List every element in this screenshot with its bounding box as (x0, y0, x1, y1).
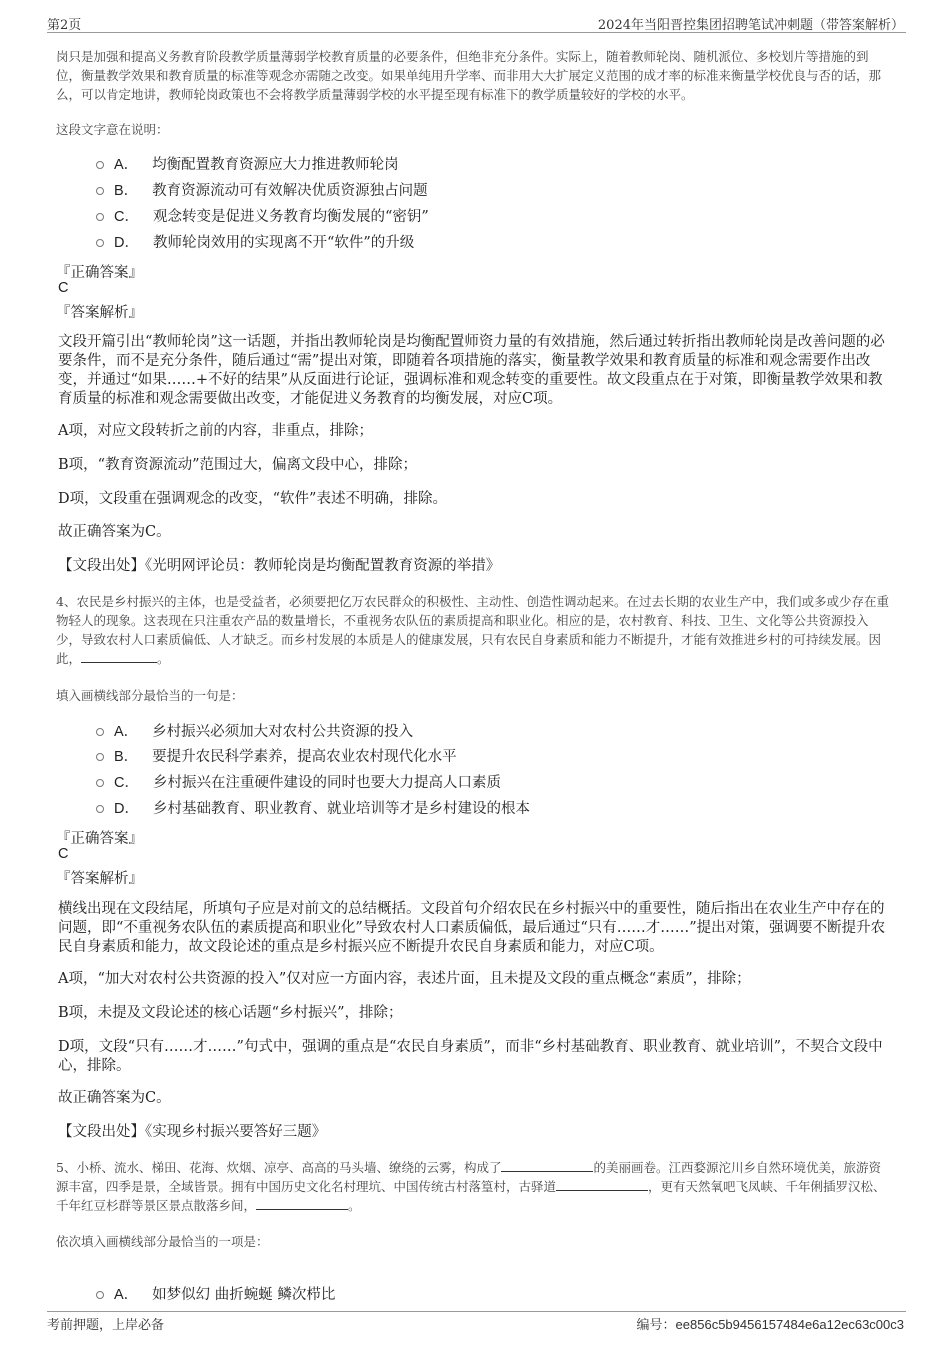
question-4-analysis-a: A项，“加大对农村公共资源的投入”仅对应一方面内容，表述片面，且未提及文段的重点概念“素质”，排除； (58, 971, 751, 987)
footer-divider (47, 1311, 906, 1312)
document-title: 2024年当阳晋控集团招聘笔试冲刺题（带答案解析） (597, 18, 904, 33)
question-4-option-b[interactable] (96, 744, 457, 766)
question-4-conclusion: 故正确答案为C。 (58, 1090, 171, 1106)
option-text: 教育资源流动可有效解决优质资源独占问题 (152, 182, 428, 199)
fill-blank (256, 1197, 348, 1210)
question-3-option-a[interactable] (96, 152, 399, 174)
radio-icon[interactable] (96, 1291, 104, 1299)
question-3-analysis-b: B项，“教育资源流动”范围过大，偏离文段中心，排除； (58, 457, 417, 473)
fill-blank (556, 1178, 648, 1191)
fill-blank (81, 650, 157, 663)
option-letter: C． (114, 774, 139, 791)
question-4-analysis-b: B项，未提及文段论述的核心话题“乡村振兴”，排除； (58, 1005, 403, 1021)
footer-code-value: ee856c5b9456157484e6a12ec63c00c3 (675, 1317, 904, 1332)
radio-icon[interactable] (96, 239, 104, 247)
question-4-analysis-label: 『答案解析』 (56, 871, 143, 887)
question-3-analysis-label: 『答案解析』 (56, 305, 143, 321)
question-4-analysis-d: D项，文段“只有……才……”句式中，强调的重点是“农民自身素质”，而非“乡村基础教育、职业教育、就业培训”，不契合文段中心，排除。 (58, 1039, 883, 1074)
question-4-option-d[interactable] (96, 796, 530, 818)
question-5-stem-part2: 的美丽画卷。江西婺源沱川乡自然环境优美，旅游资源丰富，四季是景，全域皆景。拥有中国历史文化名村理坑、中国传统古村落篁村，古驿道 (56, 1160, 881, 1194)
question-3-option-d[interactable] (96, 230, 414, 252)
fill-blank (501, 1159, 593, 1172)
radio-icon[interactable] (96, 779, 104, 787)
footer-code-label: 编号： (636, 1318, 676, 1333)
question-3-option-b[interactable] (96, 178, 428, 200)
question-5-stem-part1: 5、小桥、流水、梯田、花海、炊烟、凉亭、高高的马头墙、缭绕的云雾，构成了 (56, 1160, 502, 1175)
question-5-prompt: 依次填入画横线部分最恰当的一项是： (56, 1234, 269, 1249)
question-3-analysis-main: 文段开篇引出“教师轮岗”这一话题，并指出教师轮岗是均衡配置师资力量的有效措施，然后通过转折指出教师轮岗是改善问题的必要条件，而不是充分条件，随后通过“需”提出对策，即随着各项措施的落实，衡量教学效果和教育质量的标准和观念需要作出改变，并通过“如果……+不好的结果”从反面进行论证，强调标准和观念转变的重要性。故文段重点在于对策，即衡量教学效果和教育质量的标准和观念需要做出改变，才能促进义务教育的均衡发展，对应C项。 (58, 334, 885, 407)
option-letter: D． (114, 234, 139, 251)
option-letter: A． (114, 1286, 139, 1303)
question-4-option-c[interactable] (96, 770, 501, 792)
question-4-prompt: 填入画横线部分最恰当的一句是： (56, 688, 244, 703)
option-letter: C． (114, 208, 139, 225)
option-text: 乡村振兴在注重硬件建设的同时也要大力提高人口素质 (152, 774, 501, 791)
question-4-option-a[interactable] (96, 719, 413, 741)
question-3-answer-label: 『正确答案』 (56, 265, 143, 281)
radio-icon[interactable] (96, 213, 104, 221)
question-5-stem-part4: 。 (348, 1198, 361, 1213)
option-text: 乡村振兴必须加大对农村公共资源的投入 (152, 723, 414, 740)
question-4-analysis-main: 横线出现在文段结尾，所填句子应是对前文的总结概括。文段首句介绍农民在乡村振兴中的重要性，随后指出在农业生产中存在的问题，即“不重视务农队伍的素质提高和职业化”导致农村人口素质偏低，最后通过“只有……才……”提出对策，强调要不断提升农民自身素质和能力，故文段论述的重点是乡村振兴应不断提升农民自身素质和能力，对应C项。 (58, 901, 886, 955)
question-4-stem-end: 。 (157, 651, 170, 666)
option-text: 要提升农民科学素养，提高农业农村现代化水平 (152, 748, 457, 765)
question-3-analysis-a: A项，对应文段转折之前的内容，非重点，排除； (58, 423, 373, 439)
option-text: 观念转变是促进义务教育均衡发展的“密钥” (152, 208, 429, 225)
option-text: 教师轮岗效用的实现离不开“软件”的升级 (152, 234, 415, 251)
question-4-answer-label: 『正确答案』 (56, 831, 143, 847)
question-5-stem-part3: ，更有天然氧吧飞凤峡、千年俐插罗汉松、千年红豆杉群等景区景点散落乡间， (56, 1179, 886, 1213)
radio-icon[interactable] (96, 161, 104, 169)
radio-icon[interactable] (96, 805, 104, 813)
header-divider (47, 32, 906, 33)
question-4-stem-text: 4、农民是乡村振兴的主体，也是受益者，必须要把亿万农民群众的积极性、主动性、创造性调动起来。在过去长期的农业生产中，我们或多或少存在重物轻人的现象。这表现在只注重农产品的数量增长，不重视务农队伍的素质提高和职业化。相应的是，农村教育、科技、卫生、文化等公共资源投入少，导致农村人口素质偏低、人才缺乏。而乡村发展的本质是人的健康发展，只有农民自身素质和能力不断提升，才能有效推进乡村的可持续发展。因此， (56, 594, 889, 666)
question-3-source: 【文段出处】《光明网评论员：教师轮岗是均衡配置教育资源的举措》 (58, 558, 501, 574)
question-5-option-a[interactable] (96, 1282, 335, 1304)
footer-slogan: 考前押题，上岸必备 (47, 1318, 165, 1333)
option-letter: B． (114, 182, 139, 199)
radio-icon[interactable] (96, 753, 104, 761)
question-4-stem (56, 592, 890, 668)
option-text: 均衡配置教育资源应大力推进教师轮岗 (152, 156, 399, 173)
question-3-stem: 岗只是加强和提高义务教育阶段教学质量薄弱学校教育质量的必要条件，但绝非充分条件。实际上，随着教师轮岗、随机派位、多校划片等措施的到位，衡量教学效果和教育质量的标准等观念亦需随之改变。如果单纯用升学率、而非用大大扩展定义范围的成才率的标准来衡量学校优良与否的话，那么，可以肯定地讲，教师轮岗政策也不会将教学质量薄弱学校的水平提至现有标准下的教学质量较好的学校的水平。 (56, 49, 882, 102)
question-3-analysis-d: D项，文段重在强调观念的改变，“软件”表述不明确，排除。 (58, 491, 447, 507)
question-5-stem (56, 1158, 890, 1215)
option-letter: B． (114, 748, 139, 765)
option-letter: A． (114, 723, 139, 740)
question-3-option-c[interactable] (96, 204, 429, 226)
page-number: 第2页 (47, 18, 82, 33)
footer-code (637, 1314, 904, 1333)
option-text: 如梦似幻 曲折蜿蜒 鳞次栉比 (152, 1286, 336, 1303)
question-3-prompt: 这段文字意在说明： (56, 122, 169, 137)
option-text: 乡村基础教育、职业教育、就业培训等才是乡村建设的根本 (152, 800, 530, 817)
question-4-source: 【文段出处】《实现乡村振兴要答好三题》 (58, 1124, 327, 1140)
radio-icon[interactable] (96, 187, 104, 195)
option-letter: D． (114, 800, 139, 817)
radio-icon[interactable] (96, 728, 104, 736)
page-header (0, 0, 950, 34)
question-3-answer: C (58, 280, 69, 296)
question-3-conclusion: 故正确答案为C。 (58, 524, 171, 540)
question-4-answer: C (58, 846, 69, 862)
option-letter: A． (114, 156, 139, 173)
